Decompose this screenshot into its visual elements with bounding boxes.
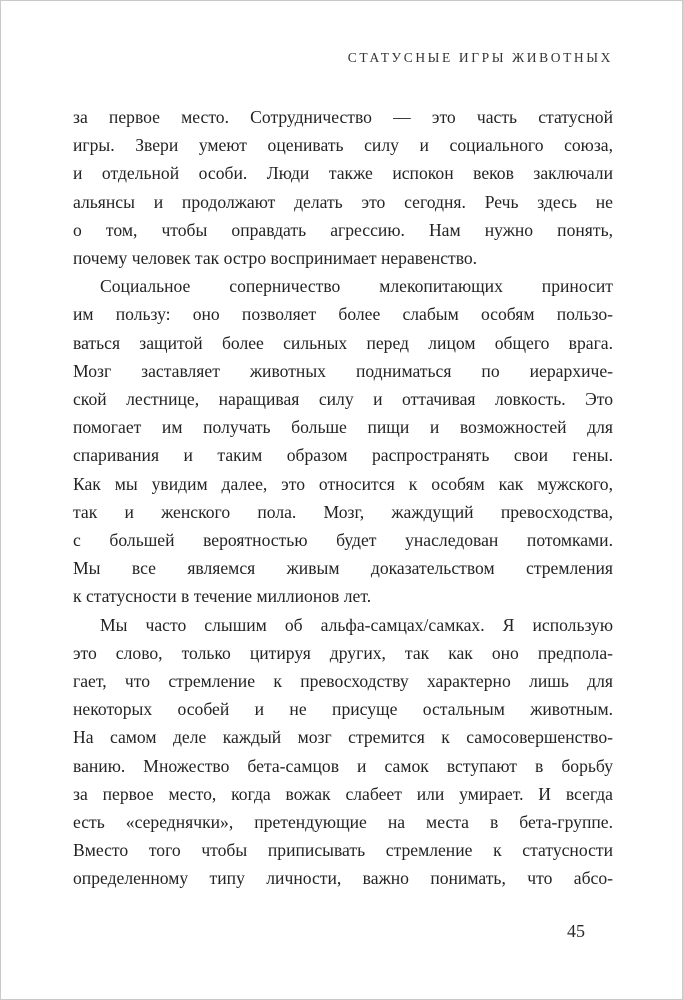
text-line: спаривания и таким образом распространять свои гены. <box>73 445 613 466</box>
paragraph <box>73 611 613 893</box>
text-line: ваться защитой более сильных перед лицом общего врага. <box>73 332 613 353</box>
running-head: СТАТУСНЫЕ ИГРЫ ЖИВОТНЫХ <box>347 50 613 65</box>
text-line: так и женского пола. Мозг, жаждущий превосходства, <box>73 501 613 522</box>
page-number: 45 <box>567 921 585 941</box>
text-line: о том, чтобы оправдать агрессию. Нам нужно понять, <box>73 219 613 240</box>
text-line: Мы все являемся живым доказательством стремления <box>73 558 613 579</box>
text-line: им пользу: оно позволяет более слабым особям пользо- <box>73 304 613 325</box>
text-line: определенному типу личности, важно понимать, что абсо- <box>73 868 613 889</box>
text-line: и отдельной особи. Люди также испокон веков заключали <box>73 163 613 184</box>
text-line: Как мы увидим далее, это относится к особям как мужского, <box>73 473 613 494</box>
paragraph <box>73 103 613 272</box>
text-line: к статусности в течение миллионов лет. <box>73 586 372 607</box>
text-line: это слово, только цитируя других, так как оно предпола- <box>73 642 613 663</box>
text-line: Вместо того чтобы приписывать стремление к статусности <box>73 840 613 861</box>
text-line: Мы часто слышим об альфа-самцах/самках. Я использую <box>100 614 613 635</box>
body-text <box>73 103 613 893</box>
text-line: помогает им получать больше пищи и возможностей для <box>73 417 613 438</box>
text-line: На самом деле каждый мозг стремится к самосовершенство- <box>73 727 613 748</box>
text-line: некоторых особей и не присуще остальным животным. <box>73 699 613 720</box>
text-line: почему человек так остро воспринимает неравенство. <box>73 248 478 269</box>
text-line: с большей вероятностью будет унаследован потомками. <box>73 530 613 551</box>
text-line: альянсы и продолжают делать это сегодня. Речь здесь не <box>73 191 613 212</box>
text-line: Социальное соперничество млекопитающих приносит <box>100 276 613 297</box>
paragraph <box>73 272 613 610</box>
text-line: за первое место, когда вожак слабеет или умирает. И всегда <box>73 783 613 804</box>
text-line: за первое место. Сотрудничество — это часть статусной <box>73 107 613 127</box>
text-line: Мозг заставляет животных подниматься по иерархиче- <box>73 360 613 381</box>
text-line: гает, что стремление к превосходству характерно лишь для <box>73 671 613 692</box>
text-line: ванию. Множество бета-самцов и самок вступают в борьбу <box>73 755 613 776</box>
text-line: есть «середнячки», претендующие на места в бета-группе. <box>73 812 613 833</box>
text-line: ской лестнице, наращивая силу и оттачивая ловкость. Это <box>73 389 613 410</box>
text-line: игры. Звери умеют оценивать силу и социального союза, <box>73 135 613 156</box>
